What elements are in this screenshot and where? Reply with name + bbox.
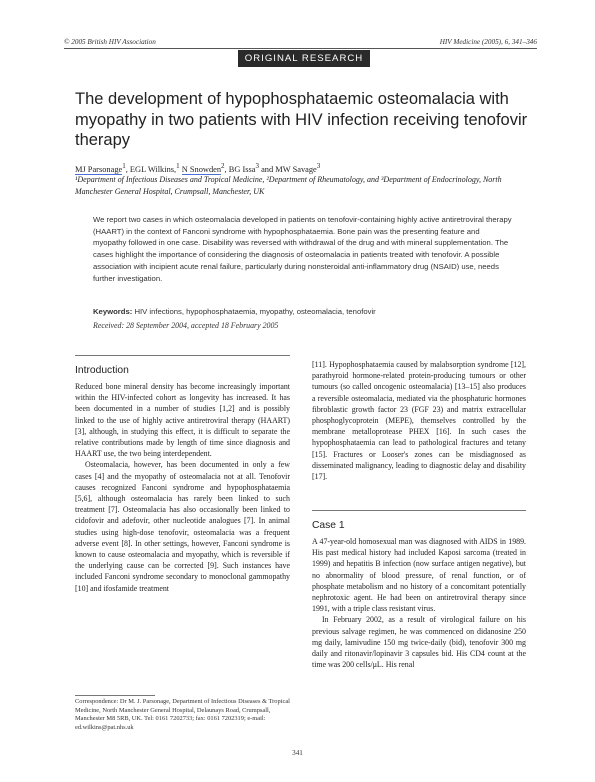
correspondence-footnote: Correspondence: Dr M. J. Parsonage, Department of Infectious Diseases & Tropical Medicine, North Manchester General Hospital, Delaunays Road, Crumpsall, Manchester M8 5RB, UK. Tel: 0161 7202733; fax: 0161 7202319; e-mail: ed.wilkins@pat.nhs.uk — [75, 698, 290, 732]
keywords — [93, 306, 513, 317]
article-title: The development of hypophosphataemic osteomalacia with myopathy in two patients with HIV infection receiving tenofovir therapy — [75, 90, 528, 150]
intro-paragraph-1: Reduced bone mineral density has become increasingly important within the HIV-infected cohort as longevity has increased. It has been documented in a number of studies [1,2] and is possibly linked to the use of highly active antiretroviral therapy (HAART) [3], although, in studying this effect, it is difficult to separate the relative contributions made by length of time since diagnosis and HAART use, the two being interdependent. — [75, 382, 290, 459]
journal-copyright: © 2005 British HIV Association — [64, 38, 156, 46]
author-name: , EGL Wilkins, — [125, 164, 177, 174]
received-dates: Received: 28 September 2004, accepted 18 February 2005 — [93, 321, 279, 330]
intro-paragraph-2: Osteomalacia, however, has been documented in only a few cases [4] and the myopathy of osteomalacia not at all. Tenofovir causes recognized Fanconi syndrome and hypophosphataemia [5,6], although osteomalacia has rarely been linked to such treatment [7]. Osteomalacia has also occasionally been linked to cidofovir and adefovir, other nucleotide analogues [7]. In animal studies using high-dose tenofovir, osteomalacia was a frequent adverse event [8]. In other settings, however, Fanconi syndrome is known to cause osteomalacia and myopathy, which is reversible if the underlying cause can be corrected [9]. Such instances have included Fanconi syndrome secondary to monoclonal gammopathy [10] and ifosfamide treatment — [75, 460, 290, 593]
author-sup: 1 — [176, 162, 180, 170]
author-name: , BG Issa — [224, 164, 256, 174]
affiliations: ¹Department of Infectious Diseases and Tropical Medicine, ²Department of Rheumatology, and ³Department of Endocrinology, North Manchester General Hospital, Crumpsall, Manchester, UK — [75, 175, 502, 196]
section-rule — [312, 510, 526, 511]
intro-column — [75, 381, 290, 594]
section-title-case-1: Case 1 — [312, 520, 345, 531]
keywords-label: Keywords: — [93, 307, 133, 316]
case1-paragraph-1: A 47-year-old homosexual man was diagnosed with AIDS in 1989. His past medical history had included Kaposi sarcoma (treated in 1999) and hepatitis B infection (now surface antigen negative), but no abnormality of blood pressure, of renal function, or of phosphate metabolism and no history of a concomitant potentially nephrotoxic agent. He had been on antiretroviral therapy since 1991, with a triple class resistant virus. — [312, 537, 526, 614]
author-link-snowden[interactable]: N Snowden — [181, 164, 222, 174]
abstract: We report two cases in which osteomalacia developed in patients on tenofovir-containing highly active antiretroviral therapy (HAART) in the context of Fanconi syndrome with hypophosphataemia. Bone pain was the presenting feature and myopathy followed in one case. Disability was reversed with withdrawal of the drug and with mineral supplementation. The cases highlight the importance of considering the diagnosis of osteomalacia in patients treated with tenofovir. A possible association with incipient acute renal failure, particularly during nonsteroidal anti-inflammatory drug (NSAID) use, needs further investigation. — [93, 215, 512, 283]
right-paragraph-1: [11]. Hypophosphataemia caused by malabsorption syndrome [12], parathyroid hormone-related protein-producing tumours or other tumours (so called oncogenic osteomalacia) [13–15] also produces a reversible osteomalacia, mediated via the phosphaturic hormones fibroblastic growth factor 23 (FGF 23) and matrix extracellular phosphoglycoprotein (MEPE), themselves controlled by the membrane metalloprotease PHEX [16]. In such cases the hypophosphataemia can lead to pathological fractures and tetany [15]. Fractures or Looser's zones can be misdiagnosed as disseminated malignancy, leading to diagnostic delay and disability [17]. — [312, 360, 526, 482]
footnote-rule — [75, 695, 155, 696]
author-name: and MW Savage — [259, 164, 317, 174]
author-sup: 2 — [221, 162, 225, 170]
case1-column — [312, 536, 526, 670]
right-column-top — [312, 359, 526, 482]
article-type-badge: ORIGINAL RESEARCH — [238, 50, 370, 67]
header-rule — [64, 48, 537, 49]
author-sup: 1 — [122, 162, 126, 170]
author-sup: 3 — [255, 162, 259, 170]
author-sup: 3 — [316, 162, 321, 170]
keywords-text: HIV infections, hypophosphataemia, myopathy, osteomalacia, tenofovir — [134, 307, 376, 316]
author-link-parsonage[interactable]: MJ Parsonage — [75, 164, 123, 174]
section-rule — [75, 355, 290, 356]
section-title-introduction: Introduction — [75, 365, 129, 376]
author-list — [75, 161, 545, 175]
case1-paragraph-2: In February 2002, as a result of virological failure on his previous salvage regimen, he was commenced on didanosine 250 mg daily, lamivudine 150 mg twice-daily (bid), tenofovir 300 mg daily and ritonavir/lopinavir 3 capsules bid. His CD4 count at the time was 200 cells/μL. His renal — [312, 615, 526, 670]
page-number: 341 — [292, 749, 303, 757]
journal-citation: HIV Medicine (2005), 6, 341–346 — [439, 38, 537, 46]
